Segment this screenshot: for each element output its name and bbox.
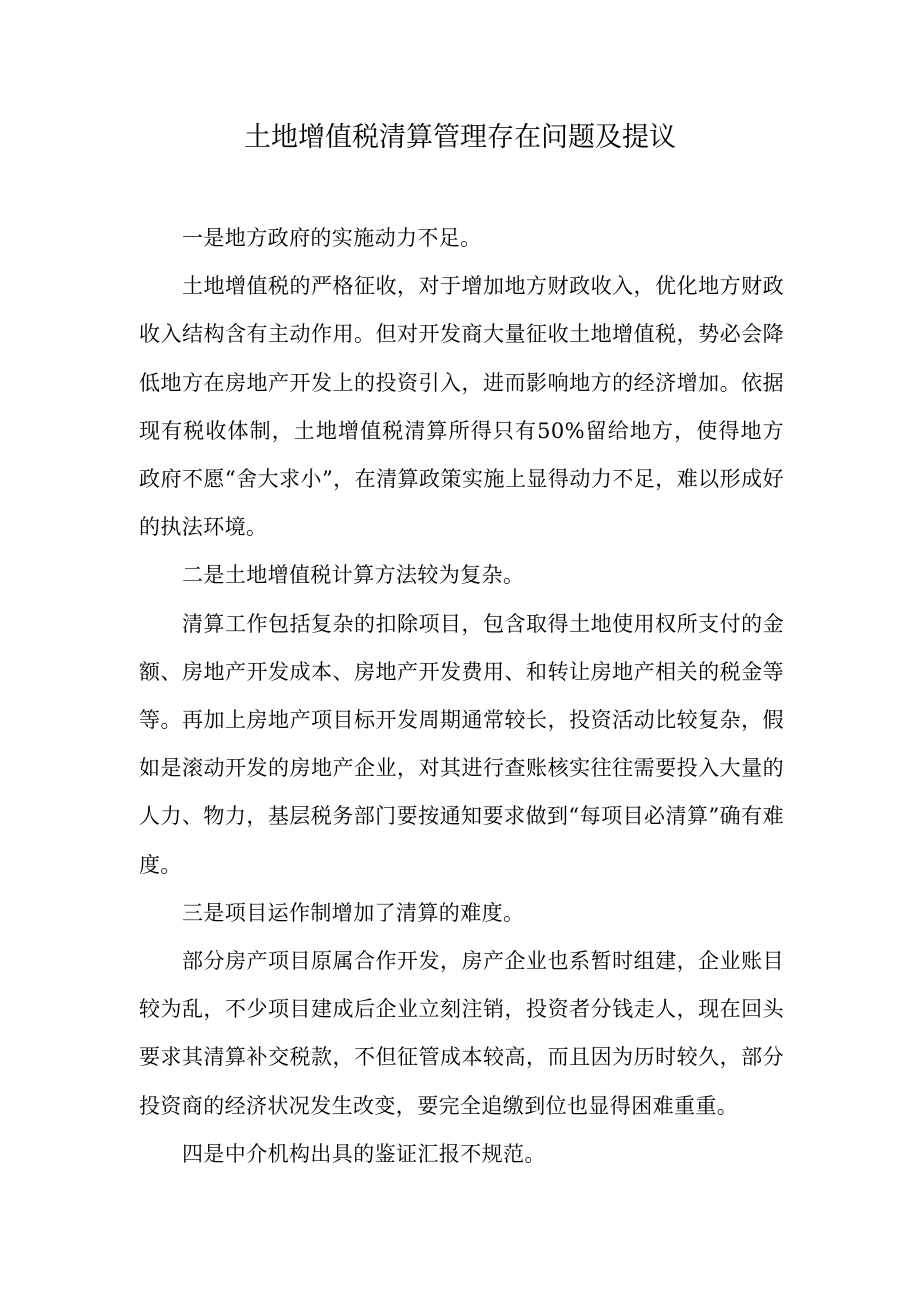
document-body bbox=[139, 214, 784, 1178]
paragraph-heading-1: 一是地方政府的实施动力不足。 bbox=[182, 226, 482, 250]
paragraph-heading-3: 三是项目运作制增加了清算的难度。 bbox=[182, 900, 525, 925]
paragraph: 部分房产项目原属合作开发，房产企业也系暂时组建，企业账目较为乱，不少项目建成后企业立刻注销，投资者分钱走人，现在回头要求其清算补交税款，不但征管成本较高，而且因为历时较久，部分投资商的经济状况发生改变，要完全追缴到位也显得困难重重。 bbox=[139, 949, 784, 1118]
paragraph: 清算工作包括复杂的扣除项目，包含取得土地使用权所支付的金额、房地产开发成本、房地产开发费用、和转让房地产相关的税金等等。再加上房地产项目标开发周期通常较长，投资活动比较复杂，假如是滚动开发的房地产企业，对其进行查账核实往往需要投入大量的人力、物力，基层税务部门要按通知要求做到“每项目必清算”确有难度。 bbox=[139, 611, 784, 877]
paragraph: 土地增值税的严格征收，对于增加地方财政收入，优化地方财政收入结构含有主动作用。但对开发商大量征收土地增值税，势必会降低地方在房地产开发上的投资引入，进而影响地方的经济增加。依据现有税收体制，土地增值税清算所得只有50%留给地方，使得地方政府不愿“舍大求小”，在清算政策实施上显得动力不足，难以形成好的执法环境。 bbox=[139, 274, 784, 540]
document-title: 土地增值税清算管理存在问题及提议 bbox=[244, 122, 676, 153]
paragraph-heading-2: 二是土地增值税计算方法较为复杂。 bbox=[182, 563, 525, 588]
paragraph-heading-4: 四是中介机构出具的鉴证汇报不规范。 bbox=[182, 1141, 546, 1166]
